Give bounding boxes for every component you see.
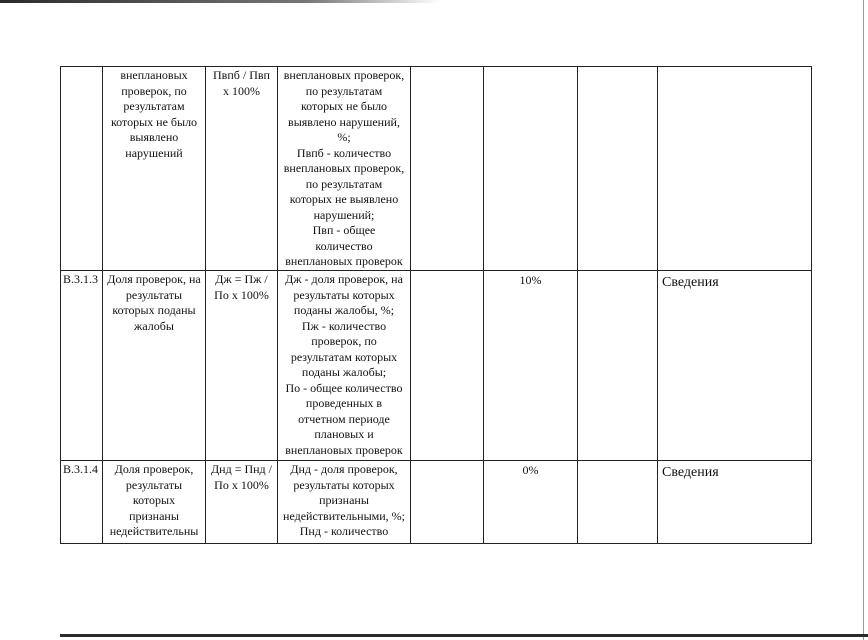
indicator-name: Доля проверок, результаты которых признаны недействительны [103,461,206,544]
empty-cell [578,271,658,461]
indicator-code: В.3.1.4 [61,461,103,544]
empty-cell [411,461,484,544]
indicator-name: внеплановых проверок, по результатам которых не было выявлено нарушений [103,67,206,271]
indicator-formula: Дж = Пж / По х 100% [206,271,278,461]
indicator-value: 0% [484,461,578,544]
indicator-code [61,67,103,271]
indicator-formula: Пвпб / Пвп х 100% [206,67,278,271]
indicator-description: Дж - доля проверок, на результаты которых поданы жалобы, %; Пж - количество проверок, по результатам которых поданы жалобы; По - общее количество проведенных в отчетном периоде плановых и внеплановых проверок [278,271,411,461]
scan-edge-top [0,0,440,3]
table-row [61,461,812,544]
indicator-code: В.3.1.3 [61,271,103,461]
indicator-value [484,67,578,271]
indicator-description: внеплановых проверок, по результатам которых не было выявлено нарушений, %; Пвпб - количество внеплановых проверок, по результатам которых не выявлено нарушений; Пвп - общее количество внеплановых проверок [278,67,411,271]
indicator-description: Днд - доля проверок, результаты которых признаны недействительными, %; Пнд - количество [278,461,411,544]
scan-edge-bottom [60,634,868,637]
empty-cell [578,461,658,544]
indicators-table [60,66,812,544]
indicator-formula: Днд = Пнд / По х 100% [206,461,278,544]
empty-cell [411,271,484,461]
indicator-value: 10% [484,271,578,461]
empty-cell [411,67,484,271]
indicator-source [658,67,812,271]
indicator-source: Сведения [658,461,812,544]
table-row [61,271,812,461]
indicator-name: Доля проверок, на результаты которых поданы жалобы [103,271,206,461]
indicator-source: Сведения [658,271,812,461]
empty-cell [578,67,658,271]
table-row [61,67,812,271]
scan-edge-right [863,0,864,640]
